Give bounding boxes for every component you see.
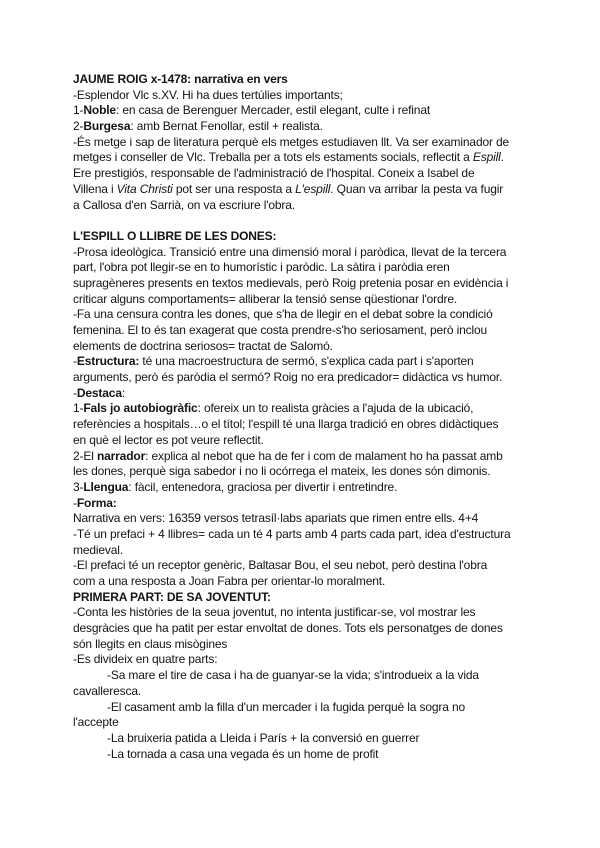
text-run: criticar alguns comportaments= alliberar la tensió sense qüestionar l'ordre. <box>73 291 458 306</box>
text-line <box>73 668 535 684</box>
text-line <box>73 323 535 339</box>
text-run: 2-El <box>73 448 97 463</box>
text-run: Villena i <box>73 181 117 196</box>
text-run: -Conta les històries de la seua joventut, no intenta justificar-se, vol mostrar les <box>73 605 476 620</box>
text-run: 1- <box>73 103 84 118</box>
section-gap <box>73 213 535 229</box>
document-section <box>73 72 535 213</box>
text-line <box>73 276 535 292</box>
text-run: -Té un prefaci + 4 llibres= cada un té 4 parts amb 4 parts cada part, idea d'estructura <box>73 526 511 541</box>
bold-text: Burgesa <box>83 119 131 134</box>
section-heading <box>73 72 535 88</box>
text-run: Ere prestigiós, responsable de l'administració de l'hospital. Coneix a Isabel de <box>73 166 475 181</box>
text-run: cavalleresca. <box>73 683 142 698</box>
text-run: té una macroestructura de sermó, s'explica cada part i s'aporten <box>139 354 474 369</box>
text-line <box>73 417 535 433</box>
text-line <box>73 464 535 480</box>
bold-text: PRIMERA PART: DE SA JOVENTUT: <box>73 589 271 604</box>
text-line <box>73 605 535 621</box>
section-heading <box>73 590 535 606</box>
text-line <box>73 135 535 151</box>
text-run: elements de doctrina seriosos= tractat de Salomó. <box>73 338 333 353</box>
text-run: : explica al nebot que ha de fer i com de malament ho ha passat amb <box>145 448 503 463</box>
text-line <box>73 480 535 496</box>
text-run: a Callosa d'en Sarrià, on va escriure l'obra. <box>73 197 295 212</box>
text-line <box>73 119 535 135</box>
text-line <box>73 401 535 417</box>
text-line <box>73 354 535 370</box>
italic-text: Vita Christi <box>116 181 173 196</box>
text-run: : en casa de Berenguer Mercader, estil elegant, culte i refinat <box>115 103 431 118</box>
text-run: desgràcies que ha patit per estar envoltat de dones. Tots els personatges de dones <box>73 621 503 636</box>
text-line <box>73 307 535 323</box>
text-line <box>73 370 535 386</box>
text-run: -Esplendor Vlc s.XV. Hi ha dues tertúlies importants; <box>73 87 343 102</box>
text-run: medieval. <box>73 542 124 557</box>
text-line <box>73 621 535 637</box>
text-line <box>73 166 535 182</box>
text-line <box>73 260 535 276</box>
text-run: : <box>121 385 126 400</box>
text-line <box>73 88 535 104</box>
text-line <box>73 511 535 527</box>
text-run: arguments, però és paròdia el sermó? Roig no era predicador= didàctica vs humor. <box>73 370 503 385</box>
text-run: metges i conseller de Vlc. Treballa per a tots els estaments socials, reflectit a <box>73 150 473 165</box>
text-run: són llegits en claus misògines <box>73 636 228 651</box>
text-run: -Es divideix en quatre parts: <box>73 652 218 667</box>
text-run: Narrativa en vers: 16359 versos tetrasíl·labs apariats que rimen entre ells. 4+4 <box>73 511 479 526</box>
text-run: - <box>73 385 77 400</box>
section-heading <box>73 229 535 245</box>
text-run: - <box>73 495 77 510</box>
text-run: 2- <box>73 119 84 134</box>
bold-text: Noble <box>83 103 116 118</box>
text-run: -La bruixeria patida a Lleida i París + la conversió en guerrer <box>107 730 420 745</box>
text-line <box>73 574 535 590</box>
text-run: : amb Bernat Fenollar, estil + realista. <box>130 119 323 134</box>
text-line <box>73 292 535 308</box>
text-run: -Prosa ideològica. Transició entre una dimensió moral i paròdica, llevat de la tercera <box>73 244 507 259</box>
text-run: -Fa una censura contra les dones, que s'ha de llegir en el debat sobre la condició <box>73 307 493 322</box>
text-run: pot ser una resposta a <box>172 181 296 196</box>
text-run: referències a hospitals…o el títol; l'espill té una llarga tradició en obres didàctiques <box>73 417 499 432</box>
text-run: . Quan va arribar la pesta va fugir <box>330 181 504 196</box>
italic-text: L'espill <box>295 181 331 196</box>
bold-text: Estructura: <box>76 354 140 369</box>
text-run: supragèneres presents en textos medievals, però Roig pretenia posar en evidència i <box>73 275 509 290</box>
bold-text: Forma: <box>76 495 117 510</box>
text-run: : fàcil, entenedora, graciosa per divertir i entretindre. <box>128 479 398 494</box>
bold-text: Fals jo autobiogràfic <box>83 401 198 416</box>
text-run: les dones, perquè siga sabedor i no li ocórrega el mateix, les dones són dimonis. <box>73 464 491 479</box>
text-run: . <box>500 150 504 165</box>
italic-text: Espill <box>472 150 501 165</box>
text-run: : ofereix un to realista gràcies a l'ajuda de la ubicació, <box>197 401 474 416</box>
text-run: 3- <box>73 479 84 494</box>
text-run: en què el lector es pot veure reflectit. <box>73 432 264 447</box>
text-run: -El casament amb la filla d'un mercader i la fugida perquè la sogra no <box>107 699 465 714</box>
text-line <box>73 715 535 731</box>
text-line <box>73 543 535 559</box>
text-line <box>73 386 535 402</box>
bold-text: JAUME ROIG x-1478: narrativa en vers <box>73 72 288 86</box>
text-run: femenina. El to és tan exagerat que costa prendre-s'ho seriosament, però inclou <box>73 323 488 337</box>
text-line <box>73 182 535 198</box>
text-line <box>73 527 535 543</box>
text-run: l'accepte <box>73 715 119 730</box>
text-line <box>73 449 535 465</box>
text-line <box>73 245 535 261</box>
document-section <box>73 229 535 762</box>
text-line <box>73 700 535 716</box>
document-page <box>73 72 535 762</box>
text-run: com a una resposta a Joan Fabra per orientar-lo moralment. <box>73 574 386 588</box>
text-line <box>73 496 535 512</box>
text-line <box>73 339 535 355</box>
bold-text: L'ESPILL O LLIBRE DE LES DONES: <box>73 228 277 243</box>
text-run: 1- <box>73 401 84 416</box>
text-run: -És metge i sap de literatura perquè els metges estudiaven llt. Va ser examinador de <box>73 134 510 149</box>
text-run: -Sa mare el tire de casa i ha de guanyar-se la vida; s'introdueix a la vida <box>107 668 479 683</box>
bold-text: Destaca <box>76 385 122 400</box>
text-run: -La tornada a casa una vegada és un home de profit <box>107 746 379 761</box>
text-line <box>73 558 535 574</box>
bold-text: Llengua <box>83 479 129 494</box>
text-line <box>73 198 535 214</box>
text-line <box>73 684 535 700</box>
text-line <box>73 433 535 449</box>
text-line <box>73 747 535 763</box>
bold-text: narrador <box>96 448 146 463</box>
text-line <box>73 637 535 653</box>
text-line <box>73 150 535 166</box>
text-line <box>73 103 535 119</box>
text-run: part, l'obra pot llegir-se en to humorístic i paròdic. La sàtira i paròdia eren <box>73 260 450 275</box>
text-run: - <box>73 354 77 369</box>
text-line <box>73 731 535 747</box>
text-run: -El prefaci té un receptor genèric, Baltasar Bou, el seu nebot, però destina l'obra <box>73 558 488 573</box>
text-line <box>73 652 535 668</box>
